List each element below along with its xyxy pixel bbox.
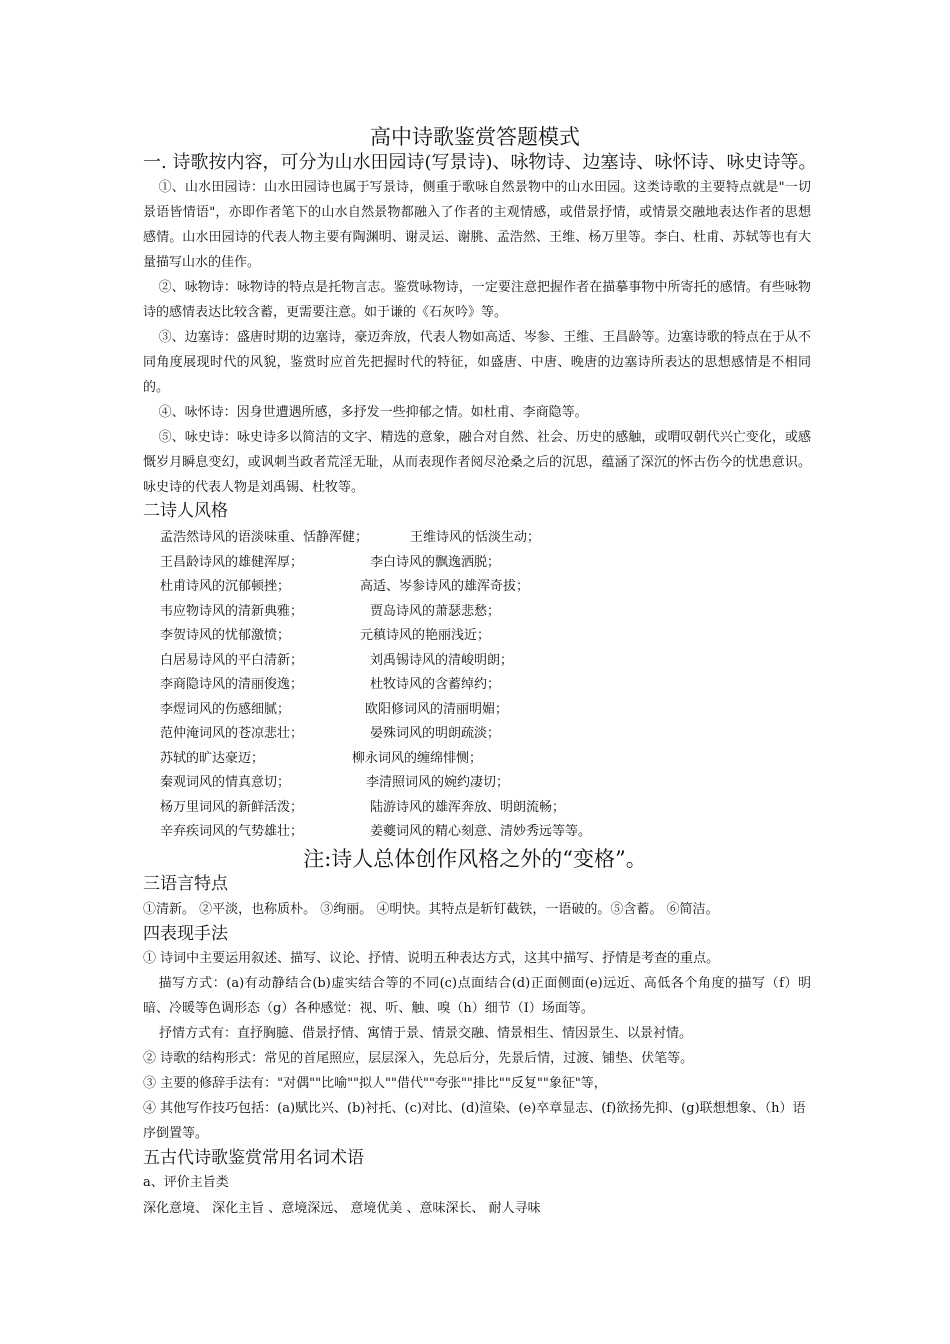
poet-style-list <box>160 526 800 845</box>
poem-type-landscape: ①、山水田园诗：山水田园诗也属于写景诗，侧重于歌咏自然景物中的山水田园。这类诗歌的主要特点就是"一切景语皆情语"，亦即作者笔下的山水自然景物都融入了作者的主观情感，或借景抒情，或情景交融地表达作者的思想感情。山水田园诗的代表人物主要有陶渊明、谢灵运、谢朓、孟浩然、王维、杨万里等。李白、杜甫、苏轼等也有大量描写山水的佳作。 <box>143 180 811 270</box>
poem-type-history: ⑤、咏史诗：咏史诗多以简洁的文字、精选的意象，融合对自然、社会、历史的感触，或喟叹朝代兴亡变化，或感慨岁月瞬息变幻，或讽刺当政者荒淫无耻，从而表现作者阅尽沧桑之后的沉思，蕴涵了深沉的怀古伤今的忧患意识。咏史诗的代表人物是刘禹锡、杜牧等。 <box>143 430 811 495</box>
list-item: 李煜词风的伤感细腻； 欧阳修词风的清丽明媚； <box>160 701 509 717</box>
section1-heading: 一. 诗歌按内容，可分为山水田园诗(写景诗)、咏物诗、边塞诗、咏怀诗、咏史诗等。 <box>143 152 817 173</box>
list-item: 孟浩然诗风的语淡味重、恬静浑健； 王维诗风的恬淡生动； <box>160 530 541 545</box>
list-item: 李贺诗风的忧郁激愤； 元稹诗风的艳丽浅近； <box>160 628 491 643</box>
section2-heading: 二诗人风格 <box>143 501 228 521</box>
list-item: 苏轼的旷达豪迈； 柳永词风的缠绵悱恻； <box>160 750 483 766</box>
list-item: 秦观词风的情真意切； 李清照词风的婉约凄切； <box>160 775 510 790</box>
list-item: 范仲淹词风的苍凉悲壮； 晏殊词风的明朗疏淡； <box>160 726 501 741</box>
section4-heading: 四表现手法 <box>143 924 228 944</box>
technique-2: ② 诗歌的结构形式：常见的首尾照应，层层深入，先总后分，先景后情，过渡、铺垫、伏笔等。 <box>143 1051 694 1066</box>
poem-type-frontier: ③、边塞诗：盛唐时期的边塞诗，豪迈奔放，代表人物如高适、岑参、王维、王昌龄等。边塞诗歌的特点在于从不同角度展现时代的风貌，鉴赏时应首先把握时代的特征，如盛唐、中唐、晚唐的边塞诗所表达的思想感情是不相同的。 <box>143 330 811 395</box>
list-item: 杜甫诗风的沉郁顿挫； 高适、岑参诗风的雄浑奇拔； <box>160 579 530 594</box>
technique-description: 描写方式：(a)有动静结合(b)虚实结合等的不同(c)点面结合(d)正面侧面(e)远近、高低各个角度的描写（f）明暗、冷暖等色调形态（g）各种感觉：视、听、触、嗅（h）细节（I）场面等。 <box>143 976 811 1016</box>
list-item: 白居易诗风的平白清新； 刘禹锡诗风的清峻明朗； <box>160 652 514 668</box>
technique-lyric: 抒情方式有：直抒胸臆、借景抒情、寓情于景、情景交融、情景相生、情因景生、以景衬情。 <box>159 1026 693 1041</box>
document-title: 高中诗歌鉴赏答题模式 <box>370 125 580 149</box>
language-features: ①清新。 ②平淡，也称质朴。 ③绚丽。 ④明快。其特点是斩钉截铁，一语破的。⑤含蓄。 ⑥简洁。 <box>143 902 719 917</box>
poem-type-reflection: ④、咏怀诗：因身世遭遇所感，多抒发一些抑郁之情。如杜甫、李商隐等。 <box>158 405 588 420</box>
section1-body <box>143 175 811 500</box>
technique-3: ③ 主要的修辞手法有："对偶""比喻""拟人""借代""夸张""排比""反复""象征"等， <box>143 1076 607 1091</box>
section5-heading: 五古代诗歌鉴赏常用名词术语 <box>143 1148 364 1168</box>
section5-subheading: a、评价主旨类 <box>143 1175 229 1190</box>
list-item: 王昌龄诗风的雄健浑厚； 李白诗风的飘逸洒脱； <box>160 554 501 570</box>
list-item: 李商隐诗风的清丽俊逸； 杜牧诗风的含蓄绰约； <box>160 677 501 692</box>
section2-note: 注:诗人总体创作风格之外的“变格”。 <box>303 847 647 871</box>
list-item: 杨万里词风的新鲜活泼； 陆游诗风的雄浑奔放、明朗流畅； <box>160 799 566 815</box>
poem-type-object: ②、咏物诗：咏物诗的特点是托物言志。鉴赏咏物诗，一定要注意把握作者在描摹事物中所寄托的感情。有些咏物诗的感情表达比较含蓄，更需要注意。如于谦的《石灰吟》等。 <box>143 280 811 320</box>
technique-1: ① 诗词中主要运用叙述、描写、议论、抒情、说明五种表达方式，这其中描写、抒情是考查的重点。 <box>143 951 720 966</box>
list-item: 辛弃疾词风的气势雄壮； 姜夔词风的精心刻意、清妙秀远等等。 <box>160 824 592 839</box>
section3-heading: 三语言特点 <box>143 874 228 894</box>
list-item: 韦应物诗风的清新典雅； 贾岛诗风的萧瑟悲愁； <box>160 603 501 619</box>
technique-4: ④ 其他写作技巧包括：(a)赋比兴、(b)衬托、(c)对比、(d)渲染、(e)卒章显志、(f)欲扬先抑、(g)联想想象、（h）语序倒置等。 <box>143 1101 806 1141</box>
terms-list: 深化意境、 深化主旨 、意境深远、 意境优美 、意味深长、 耐人寻味 <box>143 1201 541 1216</box>
